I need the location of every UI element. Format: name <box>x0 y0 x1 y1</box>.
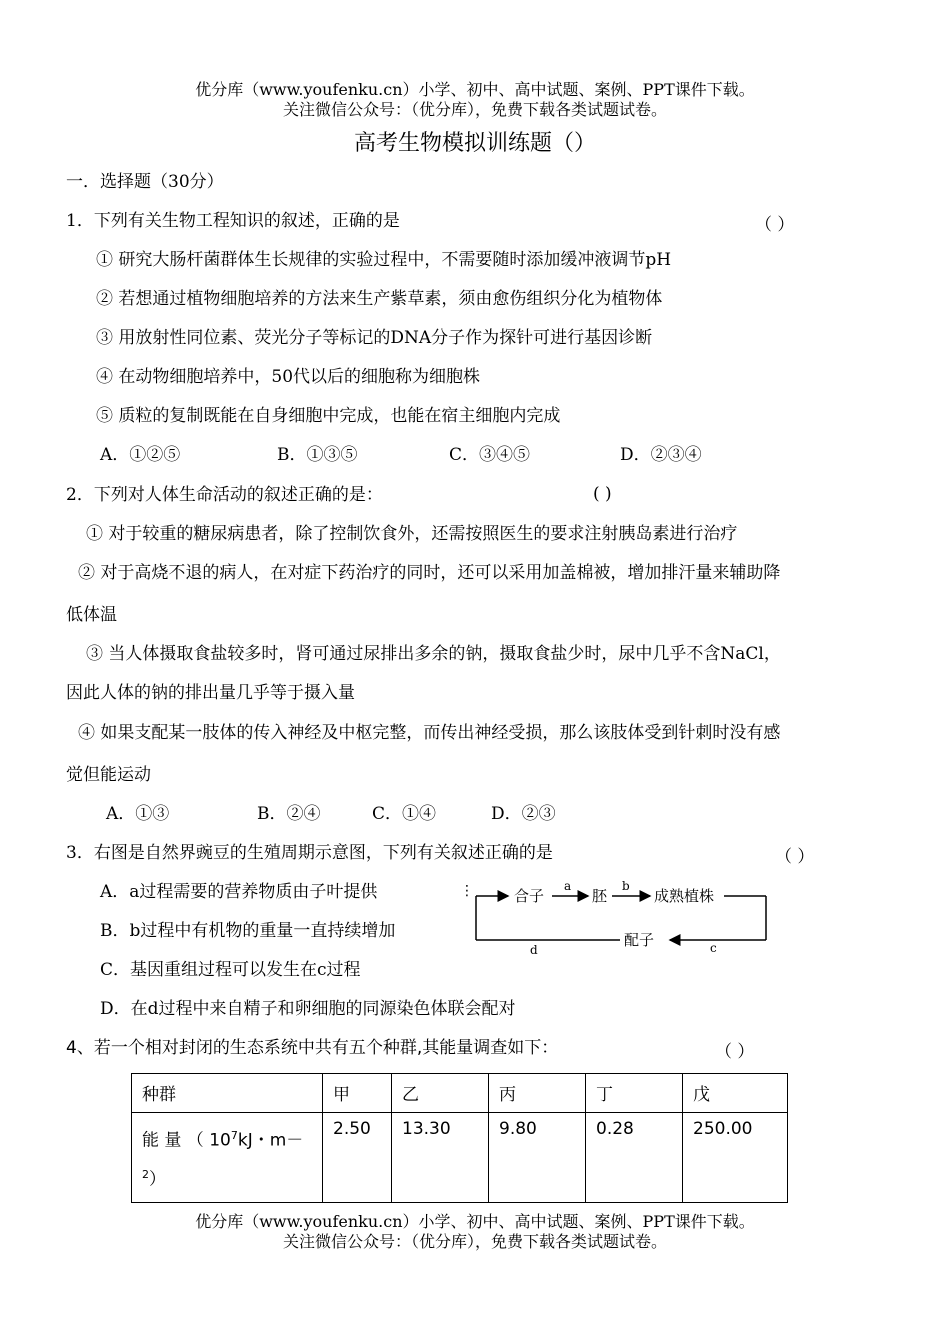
q2-item-1: ① 对于较重的糖尿病患者，除了控制饮食外，还需按照医生的要求注射胰岛素进行治疗 <box>86 524 738 544</box>
q2-option-a: A．①③ <box>106 804 170 824</box>
table-cell: 13.30 <box>392 1113 489 1203</box>
table-header-cell: 戊 <box>683 1074 788 1113</box>
q3-answer-paren: （ ） <box>775 847 815 867</box>
q2-answer-paren: ( ) <box>593 484 612 504</box>
q2-item-2-line-2: 低体温 <box>66 605 117 625</box>
energy-label-close: ） <box>149 1169 166 1190</box>
section-heading: 一．选择题（30分） <box>66 172 224 192</box>
table-cell: 0.28 <box>586 1113 683 1203</box>
table-header-cell: 种群 <box>132 1074 323 1113</box>
q1-answer-paren: （ ） <box>755 215 795 235</box>
q2-item-2-line-1: ② 对于高烧不退的病人，在对症下药治疗的同时，还可以采用加盖棉被，增加排汗量来辅助降 <box>78 563 781 583</box>
diagram-dots: ⋮ <box>460 883 474 899</box>
q1-option-a: A．①②⑤ <box>100 445 181 465</box>
q2-option-d: D．②③ <box>491 804 556 824</box>
table-cell: 9.80 <box>489 1113 586 1203</box>
q2-option-c: C．①④ <box>372 804 437 824</box>
q3-option-c: C．基因重组过程可以发生在c过程 <box>100 960 361 980</box>
q1-item-5: ⑤ 质粒的复制既能在自身细胞中完成，也能在宿主细胞内完成 <box>96 406 561 426</box>
diagram-label-d: d <box>530 943 538 957</box>
diagram-label-c: c <box>710 941 717 955</box>
table-header-cell: 乙 <box>392 1074 489 1113</box>
table-row <box>132 1113 788 1203</box>
q1-item-3: ③ 用放射性同位素、荧光分子等标记的DNA分子作为探针可进行基因诊断 <box>96 328 653 348</box>
diagram-node-zygote: 合子 <box>514 887 545 905</box>
table-header-cell: 甲 <box>323 1074 392 1113</box>
header-line-2: 关注微信公众号：（优分库），免费下载各类试题试卷。 <box>282 100 667 119</box>
energy-label-main: 能 量 （ 10 <box>142 1130 231 1151</box>
footer-line-1: 优分库（www.youfenku.cn）小学、初中、高中试题、案例、PPT课件下载。 <box>195 1212 755 1231</box>
q1-item-1: ① 研究大肠杆菌群体生长规律的实验过程中，不需要随时添加缓冲液调节pH <box>96 250 672 270</box>
diagram-node-embryo: 胚 <box>592 887 608 905</box>
energy-label-cell <box>132 1113 323 1203</box>
q3-stem: 3．右图是自然界豌豆的生殖周期示意图，下列有关叙述正确的是 <box>66 843 553 863</box>
pea-life-cycle-diagram <box>460 876 780 958</box>
diagram-label-a: a <box>564 879 572 893</box>
energy-table <box>131 1073 788 1203</box>
q1-option-b: B．①③⑤ <box>277 445 358 465</box>
diagram-node-plant: 成熟植株 <box>654 887 715 905</box>
table-cell: 2.50 <box>323 1113 392 1203</box>
diagram-node-gamete: 配子 <box>624 931 655 949</box>
page-title: 高考生物模拟训练题（） <box>353 131 596 156</box>
q1-option-d: D．②③④ <box>620 445 702 465</box>
q2-item-3-line-2: 因此人体的钠的排出量几乎等于摄入量 <box>66 683 355 703</box>
diagram-label-b: b <box>622 879 630 893</box>
q2-option-b: B．②④ <box>257 804 321 824</box>
q1-item-4: ④ 在动物细胞培养中，50代以后的细胞称为细胞株 <box>96 367 481 387</box>
q1-item-2: ② 若想通过植物细胞培养的方法来生产紫草素，须由愈伤组织分化为植物体 <box>96 289 663 309</box>
q1-stem: 1．下列有关生物工程知识的叙述，正确的是 <box>66 211 400 231</box>
table-header-row <box>132 1074 788 1113</box>
energy-label-exponent: 7 <box>230 1129 238 1142</box>
footer-line-2: 关注微信公众号：（优分库），免费下载各类试题试卷。 <box>282 1232 667 1251</box>
q4-stem: 4、若一个相对封闭的生态系统中共有五个种群,其能量调查如下： <box>66 1038 559 1058</box>
energy-label-minus: － <box>286 1130 304 1151</box>
q2-item-4-line-1: ④ 如果支配某一肢体的传入神经及中枢完整，而传出神经受损，那么该肢体受到针刺时没有感 <box>78 723 781 743</box>
energy-label-unit: kJ・m <box>237 1130 287 1151</box>
table-cell: 250.00 <box>683 1113 788 1203</box>
q2-stem: 2．下列对人体生命活动的叙述正确的是： <box>66 485 383 505</box>
table-header-cell: 丙 <box>489 1074 586 1113</box>
table-header-cell: 丁 <box>586 1074 683 1113</box>
q3-option-b: B．b过程中有机物的重量一直持续增加 <box>100 921 396 941</box>
q1-option-c: C．③④⑤ <box>449 445 531 465</box>
header-line-1: 优分库（www.youfenku.cn）小学、初中、高中试题、案例、PPT课件下载。 <box>195 80 755 99</box>
q3-option-d: D．在d过程中来自精子和卵细胞的同源染色体联会配对 <box>100 999 516 1019</box>
q3-option-a: A．a过程需要的营养物质由子叶提供 <box>100 882 378 902</box>
q4-answer-paren: （ ） <box>715 1042 755 1062</box>
q2-item-3-line-1: ③ 当人体摄取食盐较多时，肾可通过尿排出多余的钠，摄取食盐少时，尿中几乎不含NaCl， <box>86 644 781 664</box>
energy-label-sup2: 2 <box>142 1167 149 1181</box>
q2-item-4-line-2: 觉但能运动 <box>66 765 151 785</box>
